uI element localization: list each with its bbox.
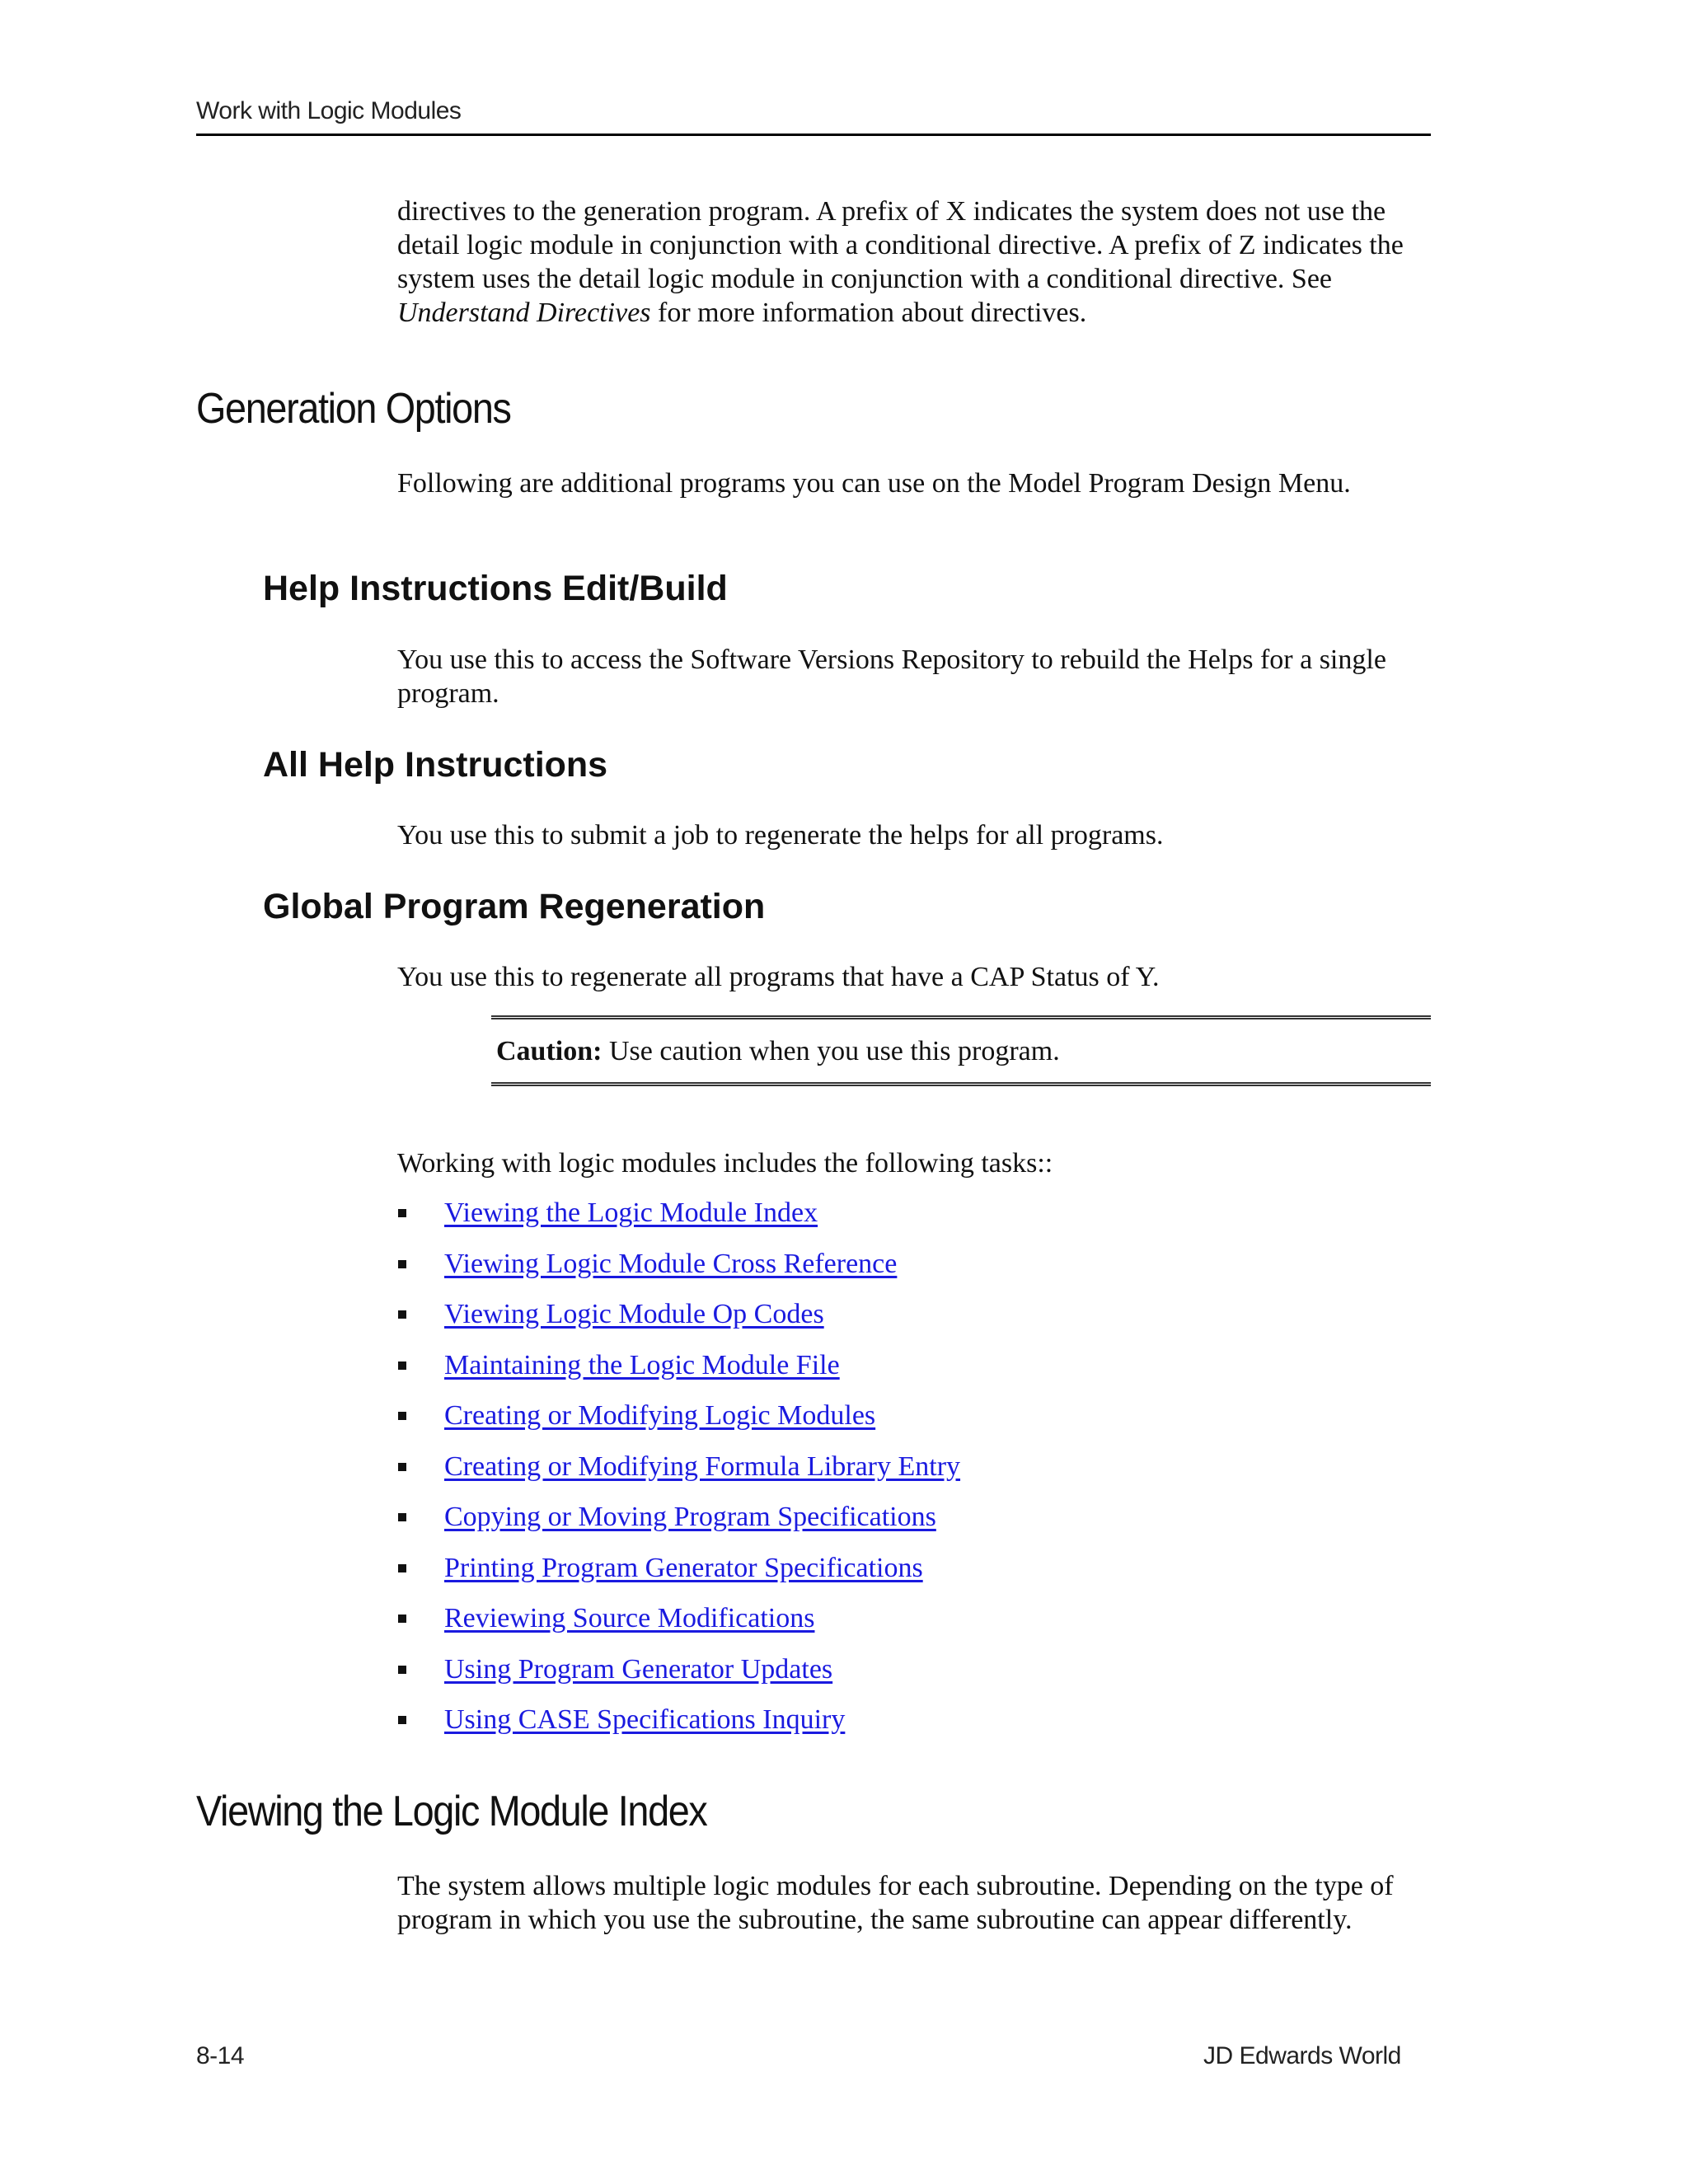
intro-text-start: directives to the generation program. A prefix of X indicates the system does not use the detail logic module in conjunction with a conditional directive. A prefix of Z indicates the system uses the detail logic module in conjunction with a conditional directive. See xyxy=(397,196,1404,294)
link-creating-modifying-logic-modules[interactable]: Creating or Modifying Logic Modules xyxy=(444,1400,876,1431)
heading-viewing-logic-module-index: Viewing the Logic Module Index xyxy=(196,1788,707,1835)
tasks-intro-paragraph: Working with logic modules includes the following tasks:: xyxy=(397,1148,1053,1179)
caution-label: Caution: xyxy=(496,1036,603,1066)
generation-options-paragraph: Following are additional programs you can use on the Model Program Design Menu. xyxy=(397,468,1351,499)
link-reviewing-source-modifications[interactable]: Reviewing Source Modifications xyxy=(444,1603,815,1633)
link-viewing-logic-module-op-codes[interactable]: Viewing Logic Module Op Codes xyxy=(444,1299,824,1329)
square-bullet-icon xyxy=(398,1412,406,1420)
square-bullet-icon xyxy=(398,1463,406,1471)
link-viewing-logic-module-cross-reference[interactable]: Viewing Logic Module Cross Reference xyxy=(444,1248,898,1279)
square-bullet-icon xyxy=(398,1513,406,1521)
all-help-paragraph: You use this to submit a job to regenerate the helps for all programs. xyxy=(397,820,1164,851)
link-printing-program-generator-specifications[interactable]: Printing Program Generator Specifications xyxy=(444,1552,923,1583)
square-bullet-icon xyxy=(398,1260,406,1268)
link-viewing-logic-module-index[interactable]: Viewing the Logic Module Index xyxy=(444,1197,818,1228)
heading-all-help-instructions: All Help Instructions xyxy=(263,745,608,785)
viewing-index-paragraph: The system allows multiple logic modules for each subroutine. Depending on the type of program in which you use the subroutine, the same subroutine can appear differently. xyxy=(397,1871,1394,1935)
running-header xyxy=(196,97,1431,136)
link-creating-modifying-formula-library-entry[interactable]: Creating or Modifying Formula Library Entry xyxy=(444,1451,961,1482)
help-edit-build-paragraph: You use this to access the Software Versions Repository to rebuild the Helps for a single program. xyxy=(397,644,1386,709)
heading-generation-options: Generation Options xyxy=(196,385,511,433)
heading-global-program-regeneration: Global Program Regeneration xyxy=(263,887,766,926)
running-header-title: Work with Logic Modules xyxy=(196,97,462,124)
square-bullet-icon xyxy=(398,1209,406,1217)
caution-box xyxy=(491,1015,1431,1086)
square-bullet-icon xyxy=(398,1666,406,1674)
square-bullet-icon xyxy=(398,1615,406,1623)
link-copying-moving-program-specifications[interactable]: Copying or Moving Program Specifications xyxy=(444,1502,936,1532)
heading-help-instructions-edit-build: Help Instructions Edit/Build xyxy=(263,569,728,608)
square-bullet-icon xyxy=(398,1361,406,1370)
caution-text: Use caution when you use this program. xyxy=(602,1036,1060,1066)
square-bullet-icon xyxy=(398,1310,406,1319)
intro-text-end: for more information about directives. xyxy=(650,298,1087,328)
footer-publication: JD Edwards World xyxy=(1203,2042,1401,2069)
understand-directives-reference: Understand Directives xyxy=(397,298,651,328)
square-bullet-icon xyxy=(398,1564,406,1572)
footer-page-number: 8-14 xyxy=(196,2042,245,2069)
global-regen-paragraph: You use this to regenerate all programs that have a CAP Status of Y. xyxy=(397,962,1160,992)
link-maintaining-logic-module-file[interactable]: Maintaining the Logic Module File xyxy=(444,1349,840,1380)
caution-note xyxy=(496,1034,1060,1068)
intro-paragraph xyxy=(397,194,1431,330)
square-bullet-icon xyxy=(398,1716,406,1724)
link-using-case-specifications-inquiry[interactable]: Using CASE Specifications Inquiry xyxy=(444,1704,846,1735)
link-using-program-generator-updates[interactable]: Using Program Generator Updates xyxy=(444,1653,833,1685)
